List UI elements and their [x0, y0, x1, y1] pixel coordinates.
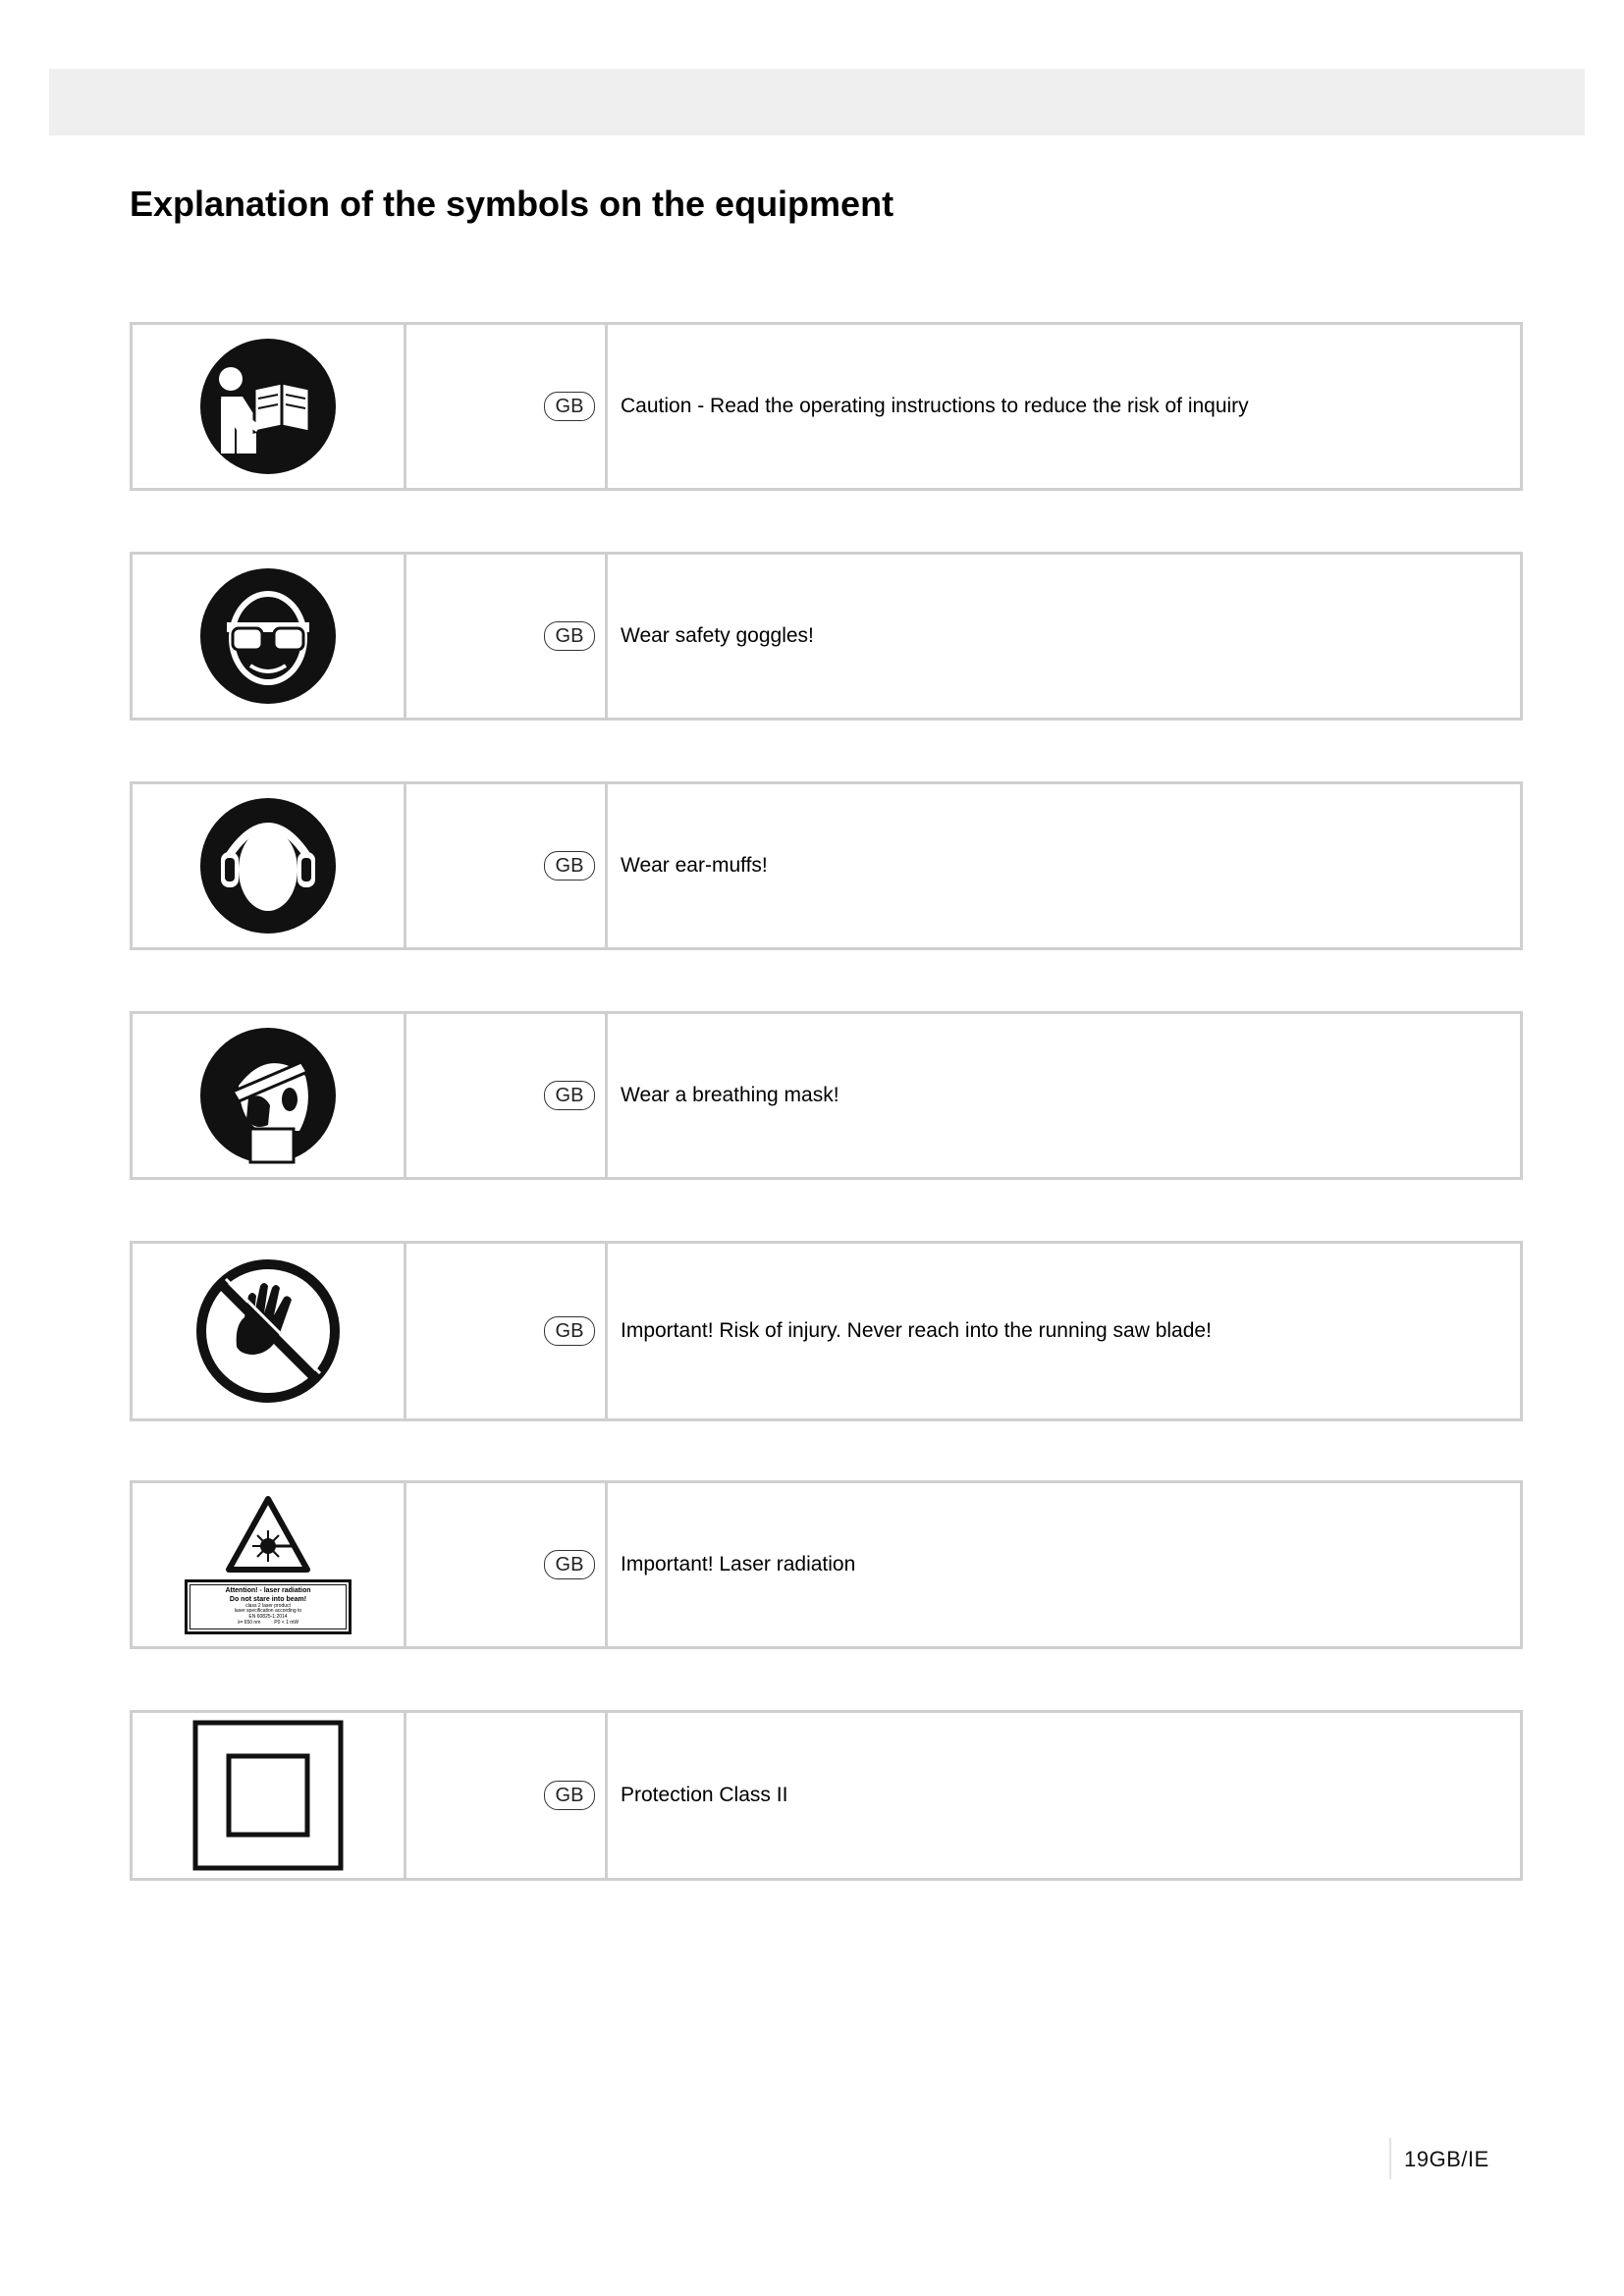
protection-class-ii-icon: [192, 1720, 344, 1871]
symbol-cell: [133, 1244, 406, 1418]
symbol-description: Caution - Read the operating instructions to reduce the risk of inquiry: [621, 395, 1249, 417]
page-title: Explanation of the symbols on the equipment: [130, 184, 894, 224]
breathing-mask-icon: [199, 1027, 337, 1164]
language-cell: [406, 555, 608, 718]
symbol-row: [130, 322, 1523, 491]
language-cell: [406, 325, 608, 488]
symbol-description: Wear ear-muffs!: [621, 854, 768, 877]
symbol-row: [130, 1011, 1523, 1180]
symbol-description: Important! Risk of injury. Never reach into the running saw blade!: [621, 1319, 1212, 1342]
symbol-cell: [133, 1483, 406, 1646]
language-cell: [406, 1483, 608, 1646]
laser-label-line: class 2 laser product: [245, 1602, 291, 1609]
laser-symbol: [185, 1495, 352, 1633]
symbol-cell: [133, 1713, 406, 1878]
language-cell: [406, 1014, 608, 1177]
no-hand-reach-icon: [193, 1256, 343, 1406]
read-manual-icon: [199, 338, 337, 475]
symbol-cell: [133, 555, 406, 718]
symbol-description: Protection Class II: [621, 1784, 788, 1806]
laser-label-line: λ= 650 nm P0 < 1 mW: [237, 1619, 299, 1626]
page-number: 19GB/IE: [1404, 2147, 1489, 2171]
country-badge: GB: [544, 1550, 595, 1579]
laser-label-line: laser specification according to: [234, 1608, 302, 1615]
country-badge: GB: [544, 1081, 595, 1110]
symbol-row: [130, 781, 1523, 950]
country-badge: GB: [544, 392, 595, 421]
language-cell: [406, 1244, 608, 1418]
laser-label-line: Do not stare into beam!: [229, 1595, 307, 1603]
country-badge: GB: [544, 1781, 595, 1810]
symbol-row: [130, 1241, 1523, 1421]
symbol-cell: [133, 1014, 406, 1177]
symbol-description: Wear safety goggles!: [621, 624, 814, 647]
country-badge: GB: [544, 1316, 595, 1346]
laser-warning-icon: [225, 1495, 311, 1574]
ear-muffs-icon: [199, 797, 337, 934]
symbol-row: [130, 1710, 1523, 1881]
language-cell: [406, 1713, 608, 1878]
country-badge: GB: [544, 621, 595, 651]
symbol-description: Wear a breathing mask!: [621, 1084, 839, 1106]
safety-goggles-icon: [199, 567, 337, 705]
symbol-description: Important! Laser radiation: [621, 1553, 856, 1575]
symbol-row: [130, 1480, 1523, 1649]
symbol-cell: [133, 784, 406, 947]
language-cell: [406, 784, 608, 947]
laser-label-line: EN 60825-1:2014: [248, 1614, 288, 1621]
footer-divider: [1389, 2138, 1391, 2179]
laser-label-box: [185, 1579, 352, 1633]
header-band: [49, 69, 1585, 135]
symbol-row: [130, 552, 1523, 721]
laser-label-line: Attention! - laser radiation: [225, 1587, 311, 1595]
symbol-cell: [133, 325, 406, 488]
country-badge: GB: [544, 851, 595, 881]
